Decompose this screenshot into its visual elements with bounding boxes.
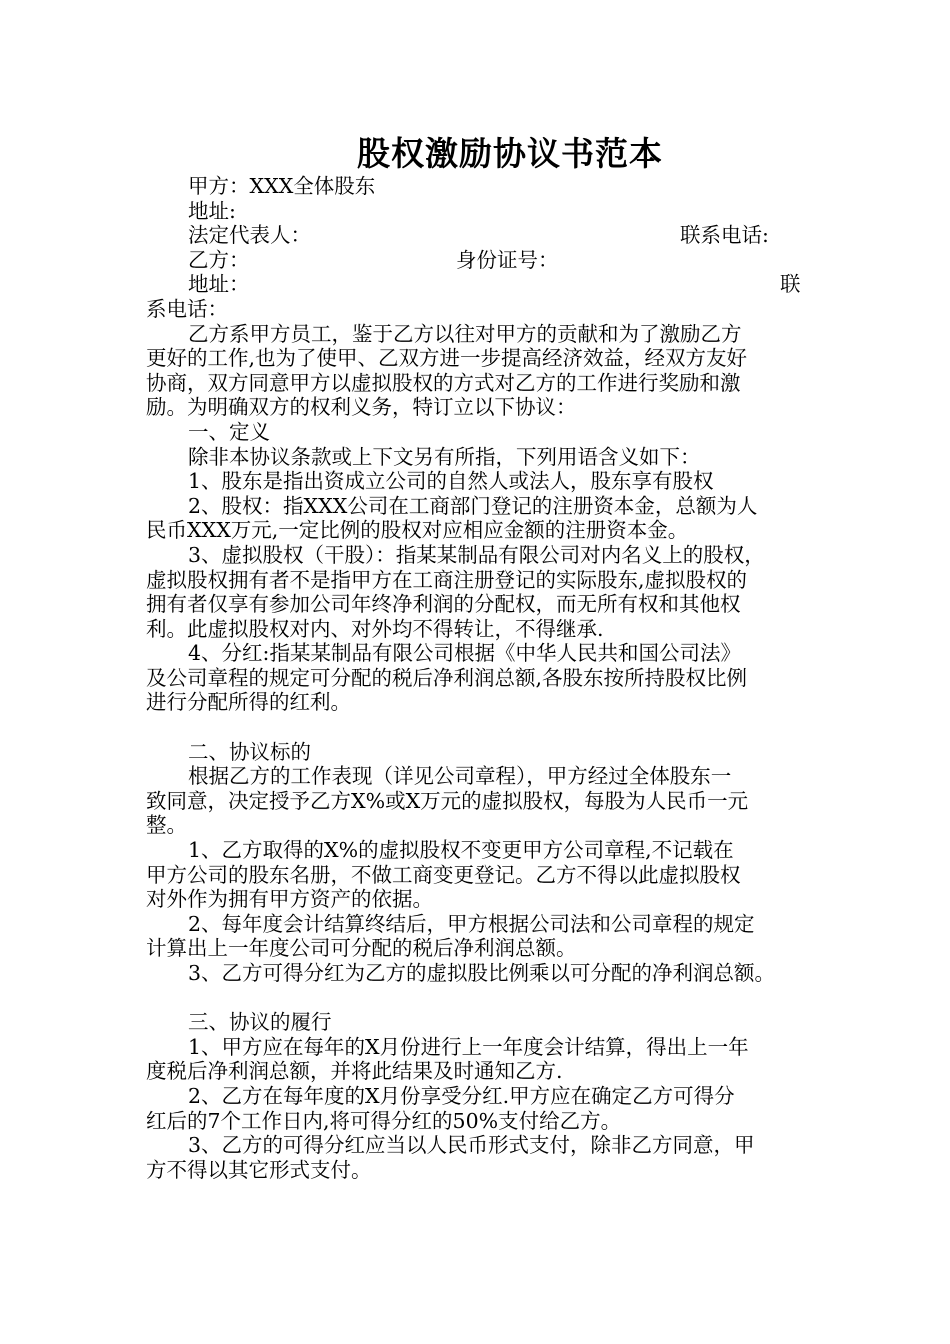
- blank-line: [146, 715, 806, 740]
- section-heading-performance: 三、协议的履行: [188, 1010, 332, 1035]
- phone-a-label: 联系电话:: [680, 223, 769, 248]
- address-b-row: [146, 272, 806, 297]
- performance-item: [146, 1133, 806, 1182]
- address-b-label: 地址：: [188, 272, 250, 297]
- legal-rep-row: [146, 223, 806, 248]
- paragraph-line: 1、股东是指出资成立公司的自然人或法人，股东享有股权: [188, 469, 714, 494]
- paragraph-line: 乙方系甲方员工，鉴于乙方以往对甲方的贡献和为了激励乙方: [188, 321, 742, 346]
- paragraph-line: 利。此虚拟股权对内、对外均不得转让，不得继承.: [146, 616, 604, 641]
- paragraph-line: 2、乙方在每年度的X月份享受分红.甲方应在确定乙方可得分: [188, 1083, 735, 1108]
- paragraph-line: 3、虚拟股权（干股）：指某某制品有限公司对内名义上的股权，: [188, 542, 765, 567]
- phone-b-label-start: 联: [780, 272, 801, 297]
- party-a-line: 甲方：XXX全体股东: [188, 174, 376, 198]
- paragraph-line: 协商，双方同意甲方以虚拟股权的方式对乙方的工作进行奖励和激: [146, 370, 741, 395]
- paragraph-line: 4、分红:指某某制品有限公司根据《中华人民共和国公司法》: [188, 641, 741, 666]
- paragraph-line: 计算出上一年度公司可分配的税后净利润总额。: [146, 936, 577, 961]
- id-number-label: 身份证号：: [456, 247, 559, 272]
- paragraph-line: 1、甲方应在每年的X月份进行上一年度会计结算，得出上一年: [188, 1034, 749, 1059]
- paragraph-line: 励。为明确双方的权利义务，特订立以下协议：: [146, 395, 577, 420]
- paragraph-line: 拥有者仅享有参加公司年终净利润的分配权，而无所有权和其他权: [146, 592, 741, 617]
- paragraph-line: 1、乙方取得的X%的虚拟股权不变更甲方公司章程,不记载在: [188, 838, 734, 863]
- paragraph-line: 对外作为拥有甲方资产的依据。: [146, 887, 433, 912]
- paragraph-line: 及公司章程的规定可分配的税后净利润总额,各股东按所持股权比例: [146, 665, 748, 690]
- subject-item: [146, 961, 806, 986]
- phone-b-label-end: 系电话：: [146, 296, 228, 321]
- performance-item: [146, 1035, 806, 1084]
- definition-item: [146, 494, 806, 543]
- paragraph-line: 红后的7个工作日内,将可得分红的50%支付给乙方。: [146, 1108, 622, 1133]
- paragraph-line: 民币XXX万元,一定比例的股权对应相应金额的注册资本金。: [146, 518, 689, 543]
- document-title: 股权激励协议书范本: [357, 134, 663, 173]
- subject-item: [146, 838, 806, 912]
- blank-line: [146, 986, 806, 1011]
- definition-item: [146, 543, 806, 641]
- paragraph-line: 3、乙方的可得分红应当以人民币形式支付，除非乙方同意，甲: [188, 1133, 755, 1158]
- party-b-label: 乙方：: [188, 247, 250, 272]
- paragraph-line: 致同意，决定授予乙方X%或X万元的虚拟股权，每股为人民币一元: [146, 788, 749, 813]
- paragraph-line: 2、股权：指XXX公司在工商部门登记的注册资本金，总额为人: [188, 493, 758, 518]
- intro-paragraph: [146, 322, 806, 420]
- paragraph-line: 2、每年度会计结算终结后，甲方根据公司法和公司章程的规定: [188, 911, 755, 936]
- legal-rep-label: 法定代表人：: [188, 223, 311, 248]
- document-body: [146, 174, 806, 1182]
- paragraph-line: 更好的工作,也为了使甲、乙双方进一步提高经济效益，经双方友好: [146, 346, 748, 371]
- paragraph-line: 整。: [146, 813, 187, 838]
- section-heading-definitions: 一、定义: [188, 419, 270, 444]
- paragraph-line: 甲方公司的股东名册，不做工商变更登记。乙方不得以此虚拟股权: [146, 862, 741, 887]
- subject-item: [146, 912, 806, 961]
- paragraph-line: 度税后净利润总额，并将此结果及时通知乙方.: [146, 1059, 563, 1084]
- paragraph-line: 虚拟股权拥有者不是指甲方在工商注册登记的实际股东,虚拟股权的: [146, 567, 748, 592]
- paragraph-line: 根据乙方的工作表现（详见公司章程），甲方经过全体股东一: [188, 764, 732, 789]
- party-b-row: [146, 248, 806, 273]
- paragraph-line: 3、乙方可得分红为乙方的虚拟股比例乘以可分配的净利润总额。: [188, 961, 776, 985]
- definition-item: [146, 641, 806, 715]
- definition-item: [146, 469, 806, 494]
- section-heading-subject: 二、协议标的: [188, 739, 311, 764]
- performance-item: [146, 1084, 806, 1133]
- paragraph-line: 方不得以其它形式支付。: [146, 1157, 372, 1182]
- definitions-lead: 除非本协议条款或上下文另有所指，下列用语含义如下：: [188, 444, 701, 469]
- address-a-line: 地址:: [188, 198, 236, 223]
- subject-lead-paragraph: [146, 764, 806, 838]
- paragraph-line: 进行分配所得的红利。: [146, 690, 351, 715]
